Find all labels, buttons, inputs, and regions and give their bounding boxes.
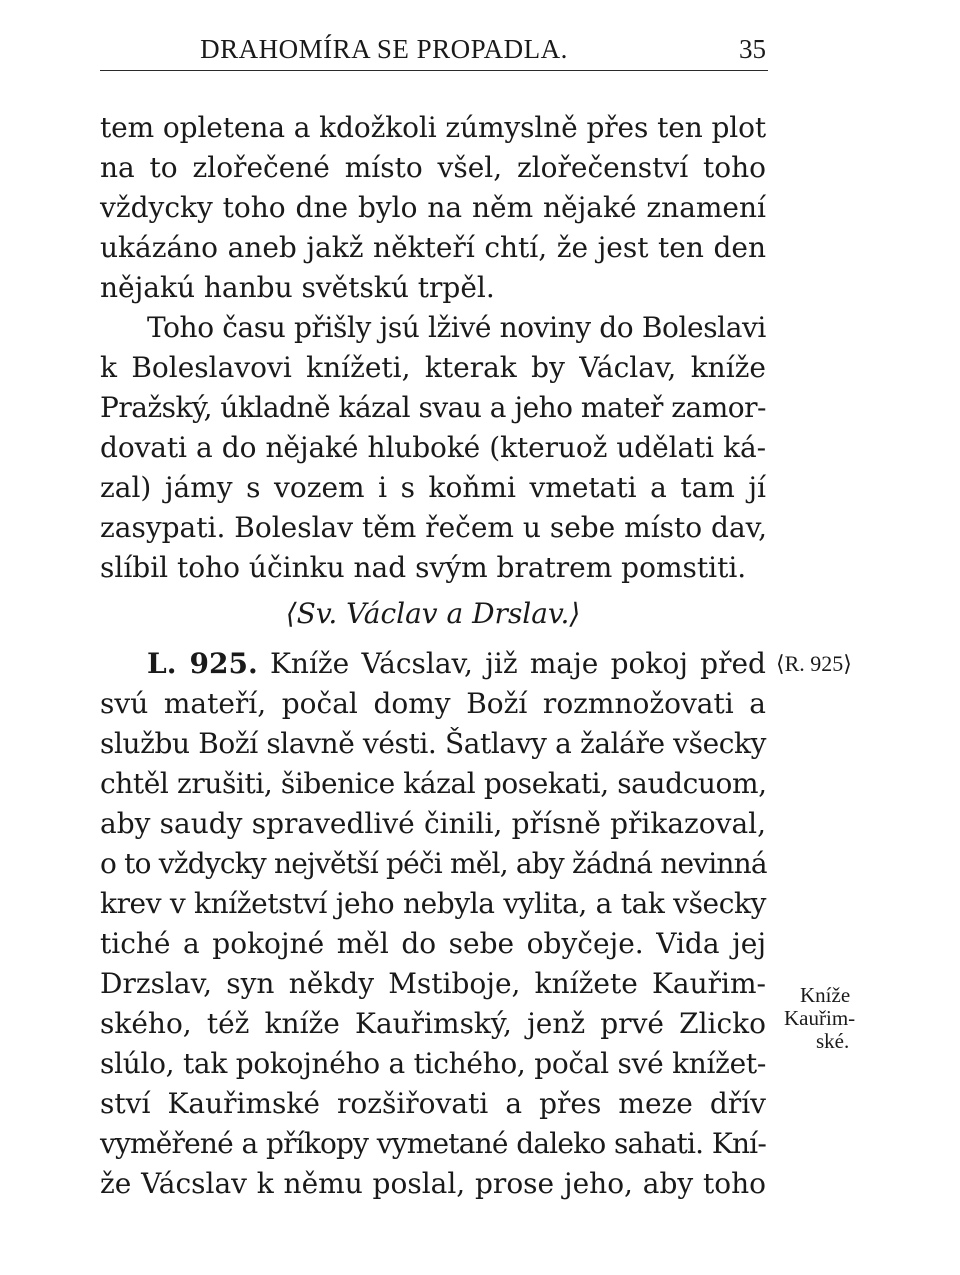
section-heading: ⟨Sv. Václav a Drslav.⟩ [285,597,581,630]
text-line: aby saudy spravedlivé činili, přísně přikazoval, [100,807,766,840]
text-line: ukázáno aneb jakž někteří chtí, že jest ten den [100,231,766,264]
text-line: dovati a do nějaké hluboké (kteruož udělati ká- [100,431,766,464]
text-line: slúlo, tak pokojného a tichého, počal své knížet- [100,1047,766,1080]
text-line: tiché a pokojné měl do sebe obyčeje. Vida jej [100,927,766,960]
text-line: Pražský, úkladně kázal svau a jeho mateř zamor- [100,391,766,424]
text-line: krev v knížetství jeho nebyla vylita, a tak všecky [100,887,766,920]
header-rule [100,70,768,71]
text-line: nějakú hanbu světskú trpěl. [100,271,495,304]
margin-note-year: ⟨R. 925⟩ [776,651,852,676]
text-line: o to vždycky největší péči měl, aby žádná nevinná [100,847,767,880]
text-line: ství Kauřimské rozšiřovati a přes meze dřív [100,1087,766,1120]
text-line: vyměřené a příkopy vymetané daleko sahati. Kní- [100,1127,766,1160]
text-line: že Vácslav k němu poslal, prose jeho, aby toho [100,1167,766,1200]
text-line: službu Boží slavně vésti. Šatlavy a žaláře všecky [100,727,766,760]
text-fragment: Kníže Vácslav, již maje pokoj před [270,647,766,680]
text-line: zasypati. Boleslav těm řečem u sebe místo dav, [100,511,768,544]
text-line: zal) jámy s vozem i s koňmi vmetati a tam jí [100,471,766,504]
margin-note-line: ské. [816,1029,850,1053]
margin-note-kaurim [776,984,886,1053]
text-line-with-year [147,644,766,684]
text-line: Drzslav, syn někdy Mstiboje, knížete Kauřim- [100,967,766,1000]
year-marker: L. 925. [147,647,258,680]
text-line: ského, též kníže Kauřimský, jenž prvé Zlicko [100,1007,766,1040]
text-line: na to zlořečené místo všel, zlořečenství toho [100,151,766,184]
text-line: Toho času přišly jsú lživé noviny do Boleslavi [147,311,766,344]
text-line: chtěl zrušiti, šibenice kázal posekati, saudcuom, [100,767,767,800]
text-line: svú mateří, počal domy Boží rozmnožovati a [100,687,766,720]
text-line: vždycky toho dne bylo na něm nějaké znamení [100,191,766,224]
running-title: DRAHOMÍRA SE PROPADLA. [200,34,568,64]
margin-note-line: Kníže [800,983,851,1007]
text-line: tem opletena a kdožkoli zúmyslně přes ten plot [100,111,767,144]
text-line: slíbil toho účinku nad svým bratrem pomstiti. [100,551,747,584]
margin-note-line: Kauřim- [784,1006,856,1030]
page-number: 35 [739,34,766,64]
text-line: k Boleslavovi knížeti, kterak by Václav, kníže [100,351,766,384]
